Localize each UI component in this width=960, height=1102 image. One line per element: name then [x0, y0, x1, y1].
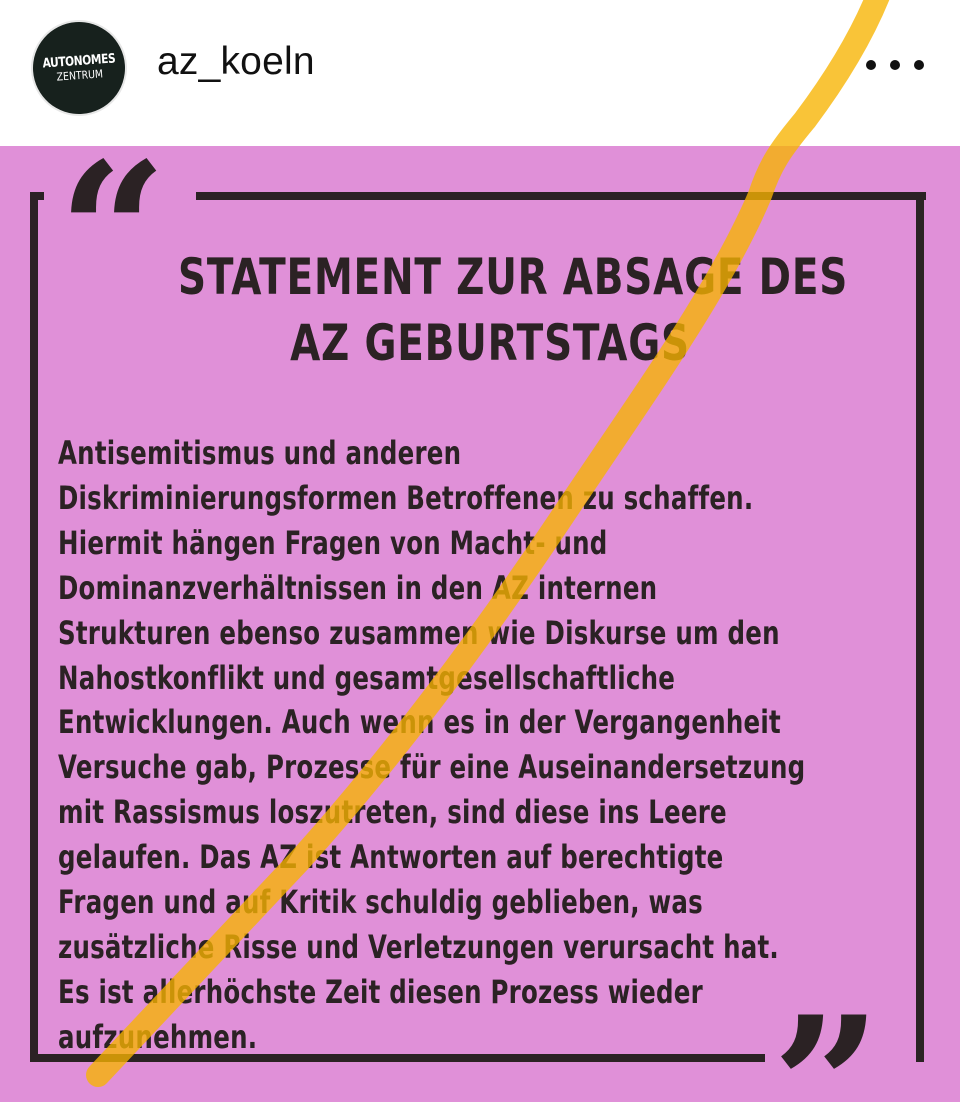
post-header: [0, 0, 960, 146]
more-options-icon[interactable]: [866, 48, 924, 82]
statement-body: [58, 431, 900, 1060]
body-line: Hiermit hängen Fragen von Macht- und: [58, 523, 608, 562]
more-dot: [866, 60, 876, 70]
body-line: Dominanzverhältnissen in den AZ internen: [58, 568, 658, 607]
post-image[interactable]: [0, 146, 960, 1102]
frame-left-border: [30, 192, 38, 1062]
more-dot: [914, 60, 924, 70]
body-line: Entwicklungen. Auch wenn es in der Vergangenheit: [58, 703, 781, 742]
username-link[interactable]: az_koeln: [157, 40, 315, 83]
close-quote-icon: ”: [772, 975, 872, 1102]
body-line: Antisemitismus und anderen: [58, 434, 462, 472]
open-quote-icon: “: [58, 146, 158, 344]
frame-right-border: [916, 192, 924, 1062]
more-dot: [890, 60, 900, 70]
heading-line: STATEMENT ZUR ABSAGE DES: [178, 248, 849, 306]
body-line: Es ist allerhöchste Zeit diesen Prozess wieder: [58, 972, 703, 1011]
statement-heading: [90, 244, 890, 376]
body-line: mit Rassismus loszutreten, sind diese ins Leere: [58, 793, 727, 832]
body-line: aufzunehmen.: [58, 1017, 258, 1056]
avatar[interactable]: [30, 19, 128, 117]
avatar-logo-line-1: AUTONOMES: [41, 51, 116, 72]
body-line: Diskriminierungsformen Betroffenen zu schaffen.: [58, 478, 754, 517]
body-line: Fragen und auf Kritik schuldig geblieben, was: [58, 883, 703, 922]
body-line: zusätzliche Risse und Verletzungen verursacht hat.: [58, 927, 779, 966]
body-line: Versuche gab, Prozesse für eine Auseinandersetzung: [58, 748, 806, 787]
avatar-logo-line-2: ZENTRUM: [55, 67, 104, 84]
heading-line: AZ GEBURTSTAGS: [290, 314, 690, 372]
body-line: Strukturen ebenso zusammen wie Diskurse um den: [58, 613, 780, 652]
body-line: Nahostkonflikt und gesamtgesellschaftliche: [58, 658, 676, 697]
body-line: gelaufen. Das AZ ist Antworten auf berechtigte: [58, 838, 724, 877]
frame-top-border: [196, 192, 926, 200]
